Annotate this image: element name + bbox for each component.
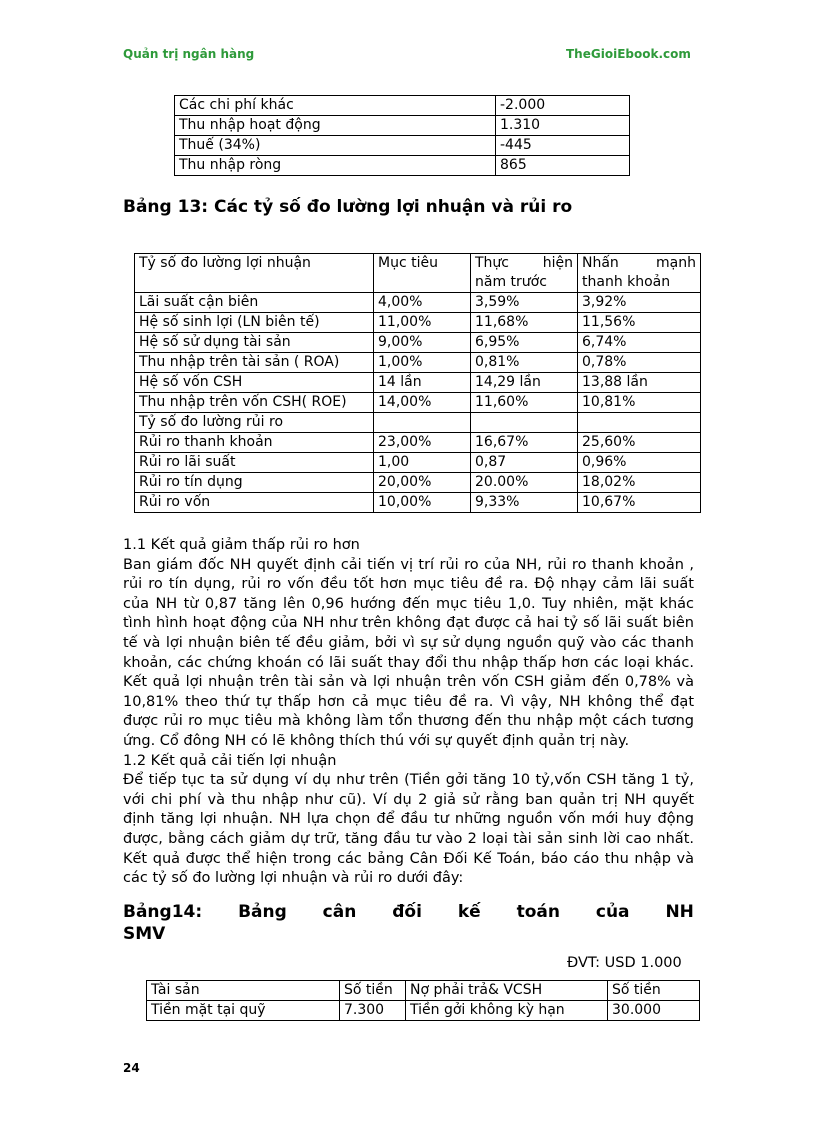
table-cell: Các chi phí khác <box>175 96 496 116</box>
table-cell: 10,67% <box>578 493 701 513</box>
table-row <box>135 433 701 453</box>
table-cell: Rủi ro tín dụng <box>135 473 374 493</box>
header-word: Nhấn <box>582 255 619 271</box>
title-word: toán <box>516 902 560 922</box>
table-header-cell: Tỷ số đo lường lợi nhuận <box>135 254 374 293</box>
table-cell: Rủi ro lãi suất <box>135 453 374 473</box>
table-cell: 9,00% <box>374 333 471 353</box>
table-cell: Rủi ro vốn <box>135 493 374 513</box>
table-row <box>175 156 630 176</box>
table-cell: 1.310 <box>496 116 630 136</box>
table-cell: 0,78% <box>578 353 701 373</box>
table-cell: -445 <box>496 136 630 156</box>
page-number: 24 <box>123 1061 140 1075</box>
title-word: NH <box>665 902 694 922</box>
table-row <box>175 116 630 136</box>
table-cell: 9,33% <box>471 493 578 513</box>
table-cell: 20.00% <box>471 473 578 493</box>
table-header-cell <box>578 254 701 293</box>
table-cell: Tiền gởi không kỳ hạn <box>406 1001 608 1021</box>
title-word: Bảng <box>238 902 287 922</box>
table-cell: Thu nhập hoạt động <box>175 116 496 136</box>
table14-title <box>123 901 694 945</box>
table-cell: 4,00% <box>374 293 471 313</box>
table-row <box>175 96 630 116</box>
table-cell: Tỷ số đo lường rủi ro <box>135 413 374 433</box>
title-word: đối <box>392 902 422 922</box>
table-row <box>135 353 701 373</box>
title-line-2: SMV <box>123 924 166 944</box>
table-header-row <box>135 254 701 293</box>
table-cell: 14 lần <box>374 373 471 393</box>
table-row <box>135 333 701 353</box>
table-row <box>175 136 630 156</box>
table-header-cell: Tài sản <box>147 981 340 1001</box>
balance-sheet-table <box>146 980 700 1021</box>
table-cell: 13,88 lần <box>578 373 701 393</box>
table-cell: 25,60% <box>578 433 701 453</box>
table-cell: Lãi suất cận biên <box>135 293 374 313</box>
table-cell: 0,87 <box>471 453 578 473</box>
section-title: 1.2 Kết quả cải tiến lợi nhuận <box>123 752 337 769</box>
paragraph: Ban giám đốc NH quyết định cải tiến vị trí rủi ro của NH, rủi ro thanh khoản , rủi ro tín dụng, rủi ro vốn đều tốt hơn mục tiêu đề ra. Độ nhạy cảm lãi suất của NH từ 0,87 tăng lên 0,96 hướng đến mục tiêu 1,0. Tuy nhiên, mặt khác tình hình hoạt động của NH như trên không đạt được cả hai tỷ số lãi suất biên tế và lợi nhuận biên tế đều giảm, bởi vì sự sử dụng nguồn quỹ vào các thanh khoản, các chứng khoán có lãi suất thay đổi thu nhập thấp hơn các loại khác. Kết quả lợi nhuận trên tài sản và lợi nhuận trên vốn CSH giảm đến 0,78% và 10,81% theo thứ tự thấp hơn cả mục tiêu đề ra. Vì vậy, NH không thể đạt được rủi ro mục tiêu mà không làm tổn thương đến thu nhập một cách tương ứng. Cổ đông NH có lẽ không thích thú với sự quyết định quản trị này. <box>123 556 694 749</box>
table-cell: Hệ số sinh lợi (LN biên tế) <box>135 313 374 333</box>
table-cell: 11,60% <box>471 393 578 413</box>
table-cell: 14,29 lần <box>471 373 578 393</box>
table-header-cell: Mục tiêu <box>374 254 471 293</box>
table-cell: Thu nhập trên vốn CSH( ROE) <box>135 393 374 413</box>
table-row <box>135 493 701 513</box>
table-cell: Hệ số sử dụng tài sản <box>135 333 374 353</box>
table-cell: 1,00 <box>374 453 471 473</box>
header-word: hiện <box>542 255 573 271</box>
table-header-cell <box>471 254 578 293</box>
table-cell: 10,00% <box>374 493 471 513</box>
section-title: 1.1 Kết quả giảm thấp rủi ro hơn <box>123 537 360 553</box>
table-cell: 11,56% <box>578 313 701 333</box>
table-row <box>135 393 701 413</box>
table-cell: 6,95% <box>471 333 578 353</box>
unit-label: ĐVT: USD 1.000 <box>567 955 682 971</box>
table-cell: 10,81% <box>578 393 701 413</box>
table-cell: 20,00% <box>374 473 471 493</box>
title-word: cân <box>322 902 357 922</box>
table-cell <box>374 413 471 433</box>
title-word: Bảng14: <box>123 902 203 922</box>
table-cell: 865 <box>496 156 630 176</box>
table-cell: 7.300 <box>340 1001 406 1021</box>
title-word: kế <box>457 902 481 922</box>
income-statement-table <box>174 95 630 176</box>
table-cell: 18,02% <box>578 473 701 493</box>
table-cell: 16,67% <box>471 433 578 453</box>
body-section <box>123 536 694 889</box>
table-row <box>135 373 701 393</box>
table-cell: 1,00% <box>374 353 471 373</box>
table-cell: Rủi ro thanh khoản <box>135 433 374 453</box>
table-cell <box>578 413 701 433</box>
table-header-cell: Nợ phải trả& VCSH <box>406 981 608 1001</box>
table-cell: 11,68% <box>471 313 578 333</box>
table-row <box>147 1001 700 1021</box>
ratios-table <box>134 253 701 513</box>
table13-title: Bảng 13: Các tỷ số đo lường lợi nhuận và rủi ro <box>123 197 573 217</box>
table-cell: -2.000 <box>496 96 630 116</box>
header-word: năm trước <box>475 274 547 290</box>
table-cell: 23,00% <box>374 433 471 453</box>
header-word: thanh khoản <box>582 274 671 290</box>
table-cell: 0,96% <box>578 453 701 473</box>
table-cell: 14,00% <box>374 393 471 413</box>
running-header-right: TheGioiEbook.com <box>566 47 691 61</box>
table-cell: 3,59% <box>471 293 578 313</box>
header-word: Thực <box>475 255 509 271</box>
header-word: mạnh <box>656 255 696 271</box>
table-cell: Tiền mặt tại quỹ <box>147 1001 340 1021</box>
table-cell: 3,92% <box>578 293 701 313</box>
table-row <box>135 473 701 493</box>
table-cell: 30.000 <box>608 1001 700 1021</box>
table-row <box>135 453 701 473</box>
table-cell <box>471 413 578 433</box>
table-cell: 0,81% <box>471 353 578 373</box>
table-row <box>135 313 701 333</box>
table-cell: Thu nhập ròng <box>175 156 496 176</box>
paragraph: Để tiếp tục ta sử dụng ví dụ như trên (Tiền gởi tăng 10 tỷ,vốn CSH tăng 1 tỷ, với chi phí và thu nhập như cũ). Ví dụ 2 giả sử rằng ban quản trị NH quyết định tăng lợi nhuận. NH lựa chọn để đầu tư những nguồn vốn mới huy động được, bằng cách giảm dự trữ, tăng đầu tư vào 2 loại tài sản sinh lời cao nhất. Kết quả được thể hiện trong các bảng Cân Đối Kế Toán, báo cáo thu nhập và các tỷ số đo lường lợi nhuận và rủi ro dưới đây: <box>123 772 694 887</box>
running-header-left: Quản trị ngân hàng <box>123 47 255 61</box>
table-cell: Thu nhập trên tài sản ( ROA) <box>135 353 374 373</box>
table-header-cell: Số tiền <box>340 981 406 1001</box>
table-row <box>135 413 701 433</box>
table-header-row <box>147 981 700 1001</box>
table-row <box>135 293 701 313</box>
table-cell: 11,00% <box>374 313 471 333</box>
table-cell: Hệ số vốn CSH <box>135 373 374 393</box>
table-cell: Thuế (34%) <box>175 136 496 156</box>
table-cell: 6,74% <box>578 333 701 353</box>
table-header-cell: Số tiền <box>608 981 700 1001</box>
title-word: của <box>595 902 630 922</box>
